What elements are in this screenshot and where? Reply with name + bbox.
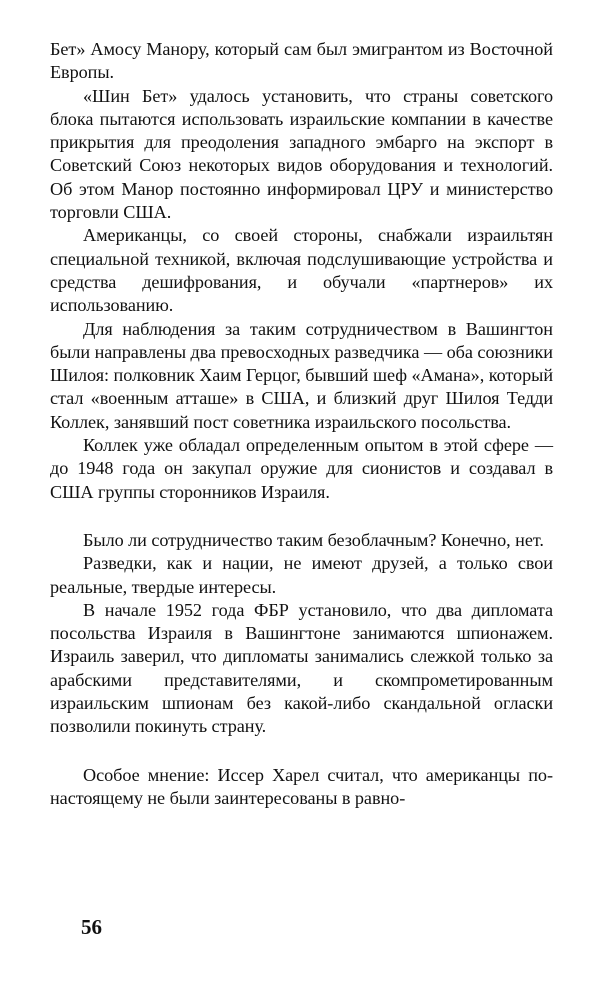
- paragraph-americans: Американцы, со своей стороны, снабжали израильтян специальной техникой, включая подслушивающие устройства и средства дешифрования, и обучали «партнеров» их использованию.: [50, 225, 553, 316]
- section-gap: [50, 739, 553, 764]
- page-body: [50, 38, 553, 810]
- paragraph-question: Было ли сотрудничество таким безоблачным? Конечно, нет.: [83, 529, 544, 550]
- paragraph-shin-bet: «Шин Бет» удалось установить, что страны советского блока пытаются использовать израильские компании в качестве прикрытия для преодоления западного эмбарго на экспорт в Советский Союз некоторых видов оборудования и технологий. Об этом Манор постоянно информировал ЦРУ и министерство торговли США.: [50, 85, 553, 223]
- paragraph-fbi-1952: В начале 1952 года ФБР установило, что два дипломата посольства Израиля в Вашингтоне занимаются шпионажем. Израиль заверил, что дипломаты занимались слежкой только за арабскими представителями, и скомпрометированным израильским шпионам без какой-либо скандальной огласки позволили покинуть страну.: [50, 599, 553, 737]
- paragraph-kollek: Коллек уже обладал определенным опытом в этой сфере — до 1948 года он закупал оружие для сионистов и создавал в США группы сторонников Израиля.: [50, 435, 553, 502]
- section-gap: [50, 504, 553, 529]
- paragraph-washington: Для наблюдения за таким сотрудничеством в Вашингтон были направлены два превосходных разведчика — оба союзники Шилоя: полковник Хаим Герцог, бывший шеф «Амана», который стал «военным атташе» в США, и близкий друг Шилоя Тедди Коллек, занявший пост советника израильского посольства.: [50, 318, 553, 432]
- paragraph-continuation: Бет» Амосу Манору, который сам был эмигрантом из Восточной Европы.: [50, 39, 553, 83]
- page-number: 56: [81, 915, 102, 939]
- paragraph-harel-opinion: Особое мнение: Иссер Харел считал, что американцы по-настоящему не были заинтересованы в равно-: [50, 764, 553, 808]
- paragraph-intelligence: Разведки, как и нации, не имеют друзей, а только свои реальные, твердые интересы.: [50, 553, 553, 597]
